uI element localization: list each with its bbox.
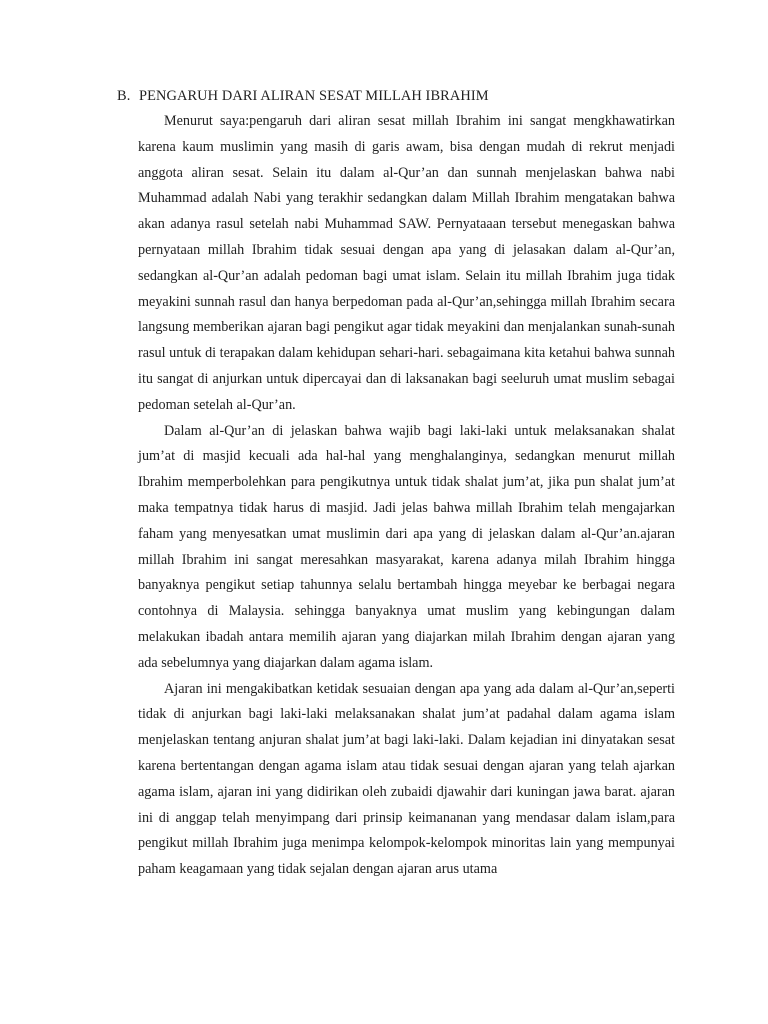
- document-body: [138, 109, 675, 883]
- paragraph-3: Ajaran ini mengakibatkan ketidak sesuaian dengan apa yang ada dalam al-Qur’an,seperti tidak di anjurkan bagi laki-laki melaksanakan shalat jum’at padahal dalam agama islam menjelaskan tentang anjuran shalat jum’at bagi laki-laki. Dalam kejadian ini dinyatakan sesat karena bertentangan dengan agama islam atau tidak sesuai dengan ajaran yang telah ajarkan agama islam, ajaran ini yang didirikan oleh zubaidi djawahir dari kuningan jawa barat. ajaran ini di anggap telah menyimpang dari prinsip keimananan yang mendasar dalam islam,para pengikut millah Ibrahim juga menimpa kelompok-kelompok minoritas lain yang mempunyai paham keagamaan yang tidak sejalan dengan ajaran arus utama: [138, 680, 675, 878]
- paragraph-1: Menurut saya:pengaruh dari aliran sesat millah Ibrahim ini sangat mengkhawatirkan karena kaum muslimin yang masih di garis awam, bisa dengan mudah di rekrut menjadi anggota aliran sesat. Selain itu dalam al-Qur’an dan sunnah menjelaskan bahwa nabi Muhammad adalah Nabi yang terakhir sedangkan dalam Millah Ibrahim mengatakan bahwa akan adanya rasul setelah nabi Muhammad SAW. Pernyataaan tersebut menegaskan bahwa pernyataan millah Ibrahim tidak sesuai dengan apa yang di jelasakan dalam al-Qur’an, sedangkan al-Qur’an adalah pedoman bagi umat islam. Selain itu millah Ibrahim juga tidak meyakini sunnah rasul dan hanya berpedoman pada al-Qur’an,sehingga millah Ibrahim secara langsung memberikan ajaran bagi pengikut agar tidak meyakini dan menjalankan sunah-sunah rasul untuk di terapakan dalam kehidupan sehari-hari. sebagaimana kita ketahui bahwa sunnah itu sangat di anjurkan untuk dipercayai dan di laksanakan bagi seeluruh umat muslim sebagai pedoman setelah al-Qur’an.: [138, 113, 675, 413]
- paragraph-2: Dalam al-Qur’an di jelaskan bahwa wajib bagi laki-laki untuk melaksanakan shalat jum’at di masjid kecuali ada hal-hal yang menghalanginya, sedangkan menurut millah Ibrahim memperbolehkan para pengikutnya untuk tidak shalat jum’at, jika pun shalat jum’at maka tempatnya tidak harus di masjid. Jadi jelas bahwa millah Ibrahim telah mengajarkan faham yang menyesatkan umat muslimin dari apa yang di jelaskan dalam al-Qur’an.ajaran millah Ibrahim ini sangat meresahkan masyarakat, karena adanya milah Ibrahim hingga banyaknya pengikut setiap tahunnya selalu bertambah hingga meyebar ke berbagai negara contohnya di Malaysia. sehingga banyaknya umat muslim yang kebingungan dalam melakukan ibadah antara memilih ajaran yang diajarkan milah Ibrahim dengan ajaran yang ada sebelumnya yang diajarkan dalam agama islam.: [138, 422, 675, 671]
- section-title: PENGARUH DARI ALIRAN SESAT MILLAH IBRAHIM: [139, 88, 489, 104]
- section-heading: [117, 86, 489, 106]
- section-number: B.: [117, 88, 131, 104]
